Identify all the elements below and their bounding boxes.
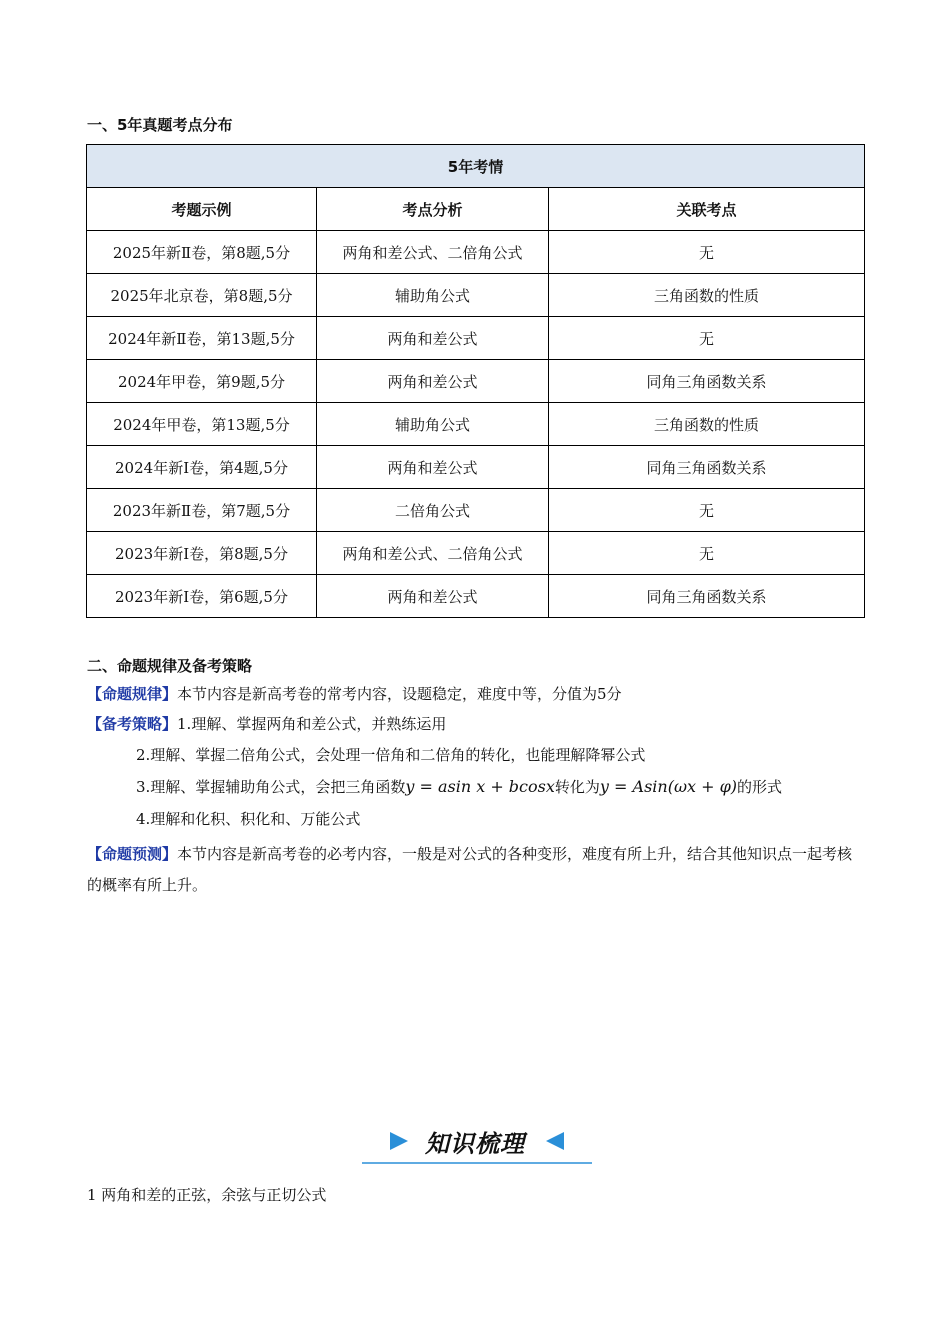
- cell-exam-example: 2025年北京卷，第8题,5分: [87, 274, 317, 317]
- cell-analysis: 两角和差公式、二倍角公式: [317, 231, 549, 274]
- cell-exam-example: 2024年甲卷，第13题,5分: [87, 403, 317, 446]
- strategy-item-1: 1.理解、掌握两角和差公式，并熟练运用: [177, 715, 447, 733]
- formula-target: y = Asin(ωx + φ): [599, 777, 738, 796]
- table-row: [87, 231, 865, 274]
- column-header-related: 关联考点: [549, 188, 865, 231]
- cell-related-point: 无: [549, 317, 865, 360]
- cell-analysis: 辅助角公式: [317, 403, 549, 446]
- cell-related-point: 同角三角函数关系: [549, 360, 865, 403]
- cell-related-point: 无: [549, 532, 865, 575]
- knowledge-banner-title: 知识梳理: [425, 1130, 525, 1158]
- exam-distribution-table: [86, 144, 865, 618]
- cell-exam-example: 2024年新Ⅰ卷，第4题,5分: [87, 446, 317, 489]
- cell-exam-example: 2024年甲卷，第9题,5分: [87, 360, 317, 403]
- left-arrow-icon: [546, 1132, 564, 1150]
- cell-exam-example: 2025年新Ⅱ卷，第8题,5分: [87, 231, 317, 274]
- table-row: [87, 317, 865, 360]
- strategy-3-mid: 转化为: [554, 778, 600, 796]
- table-row: [87, 274, 865, 317]
- strategy-paragraph: [87, 713, 865, 735]
- cell-analysis: 两角和差公式: [317, 360, 549, 403]
- section-3-heading: 1 两角和差的正弦，余弦与正切公式: [87, 1186, 327, 1204]
- strategy-3-pre: 3.理解、掌握辅助角公式，会把三角函数: [136, 778, 406, 796]
- table-row: [87, 532, 865, 575]
- section-1-heading: 一、5年真题考点分布: [87, 116, 233, 134]
- rule-tag: 【命题规律】: [87, 685, 178, 703]
- cell-analysis: 两角和差公式: [317, 575, 549, 618]
- forecast-paragraph: [87, 839, 865, 901]
- cell-related-point: 无: [549, 231, 865, 274]
- cell-analysis: 二倍角公式: [317, 489, 549, 532]
- cell-related-point: 三角函数的性质: [549, 274, 865, 317]
- rule-text: 本节内容是新高考卷的常考内容，设题稳定，难度中等，分值为5分: [177, 685, 622, 703]
- table-row: [87, 575, 865, 618]
- forecast-text: 本节内容是新高考卷的必考内容，一般是对公式的各种变形，难度有所上升，结合其他知识点一起考核的概率有所上升。: [87, 845, 853, 894]
- cell-exam-example: 2024年新Ⅱ卷，第13题,5分: [87, 317, 317, 360]
- strategy-item-3: [136, 776, 782, 798]
- cell-analysis: 两角和差公式: [317, 446, 549, 489]
- forecast-tag: 【命题预测】: [87, 845, 178, 863]
- cell-related-point: 同角三角函数关系: [549, 446, 865, 489]
- cell-analysis: 辅助角公式: [317, 274, 549, 317]
- strategy-item-2: 2.理解、掌握二倍角公式，会处理一倍角和二倍角的转化，也能理解降幂公式: [136, 746, 646, 764]
- cell-related-point: 同角三角函数关系: [549, 575, 865, 618]
- table-row: [87, 489, 865, 532]
- table-title: 5年考情: [87, 145, 865, 188]
- column-header-analysis: 考点分析: [317, 188, 549, 231]
- column-header-example: 考题示例: [87, 188, 317, 231]
- cell-related-point: 无: [549, 489, 865, 532]
- strategy-3-post: 的形式: [737, 778, 783, 796]
- cell-exam-example: 2023年新Ⅰ卷，第8题,5分: [87, 532, 317, 575]
- strategy-tag: 【备考策略】: [87, 715, 178, 733]
- rule-paragraph: [87, 683, 865, 705]
- strategy-item-4: 4.理解和化积、积化和、万能公式: [136, 810, 361, 828]
- cell-analysis: 两角和差公式、二倍角公式: [317, 532, 549, 575]
- section-2-heading: 二、命题规律及备考策略: [87, 657, 253, 675]
- table-row: [87, 403, 865, 446]
- table-row: [87, 446, 865, 489]
- cell-analysis: 两角和差公式: [317, 317, 549, 360]
- formula-original: y = asin x + bcosx: [405, 777, 555, 796]
- right-arrow-icon: [390, 1132, 408, 1150]
- cell-exam-example: 2023年新Ⅱ卷，第7题,5分: [87, 489, 317, 532]
- cell-related-point: 三角函数的性质: [549, 403, 865, 446]
- cell-exam-example: 2023年新Ⅰ卷，第6题,5分: [87, 575, 317, 618]
- table-row: [87, 360, 865, 403]
- table-body: [87, 231, 865, 618]
